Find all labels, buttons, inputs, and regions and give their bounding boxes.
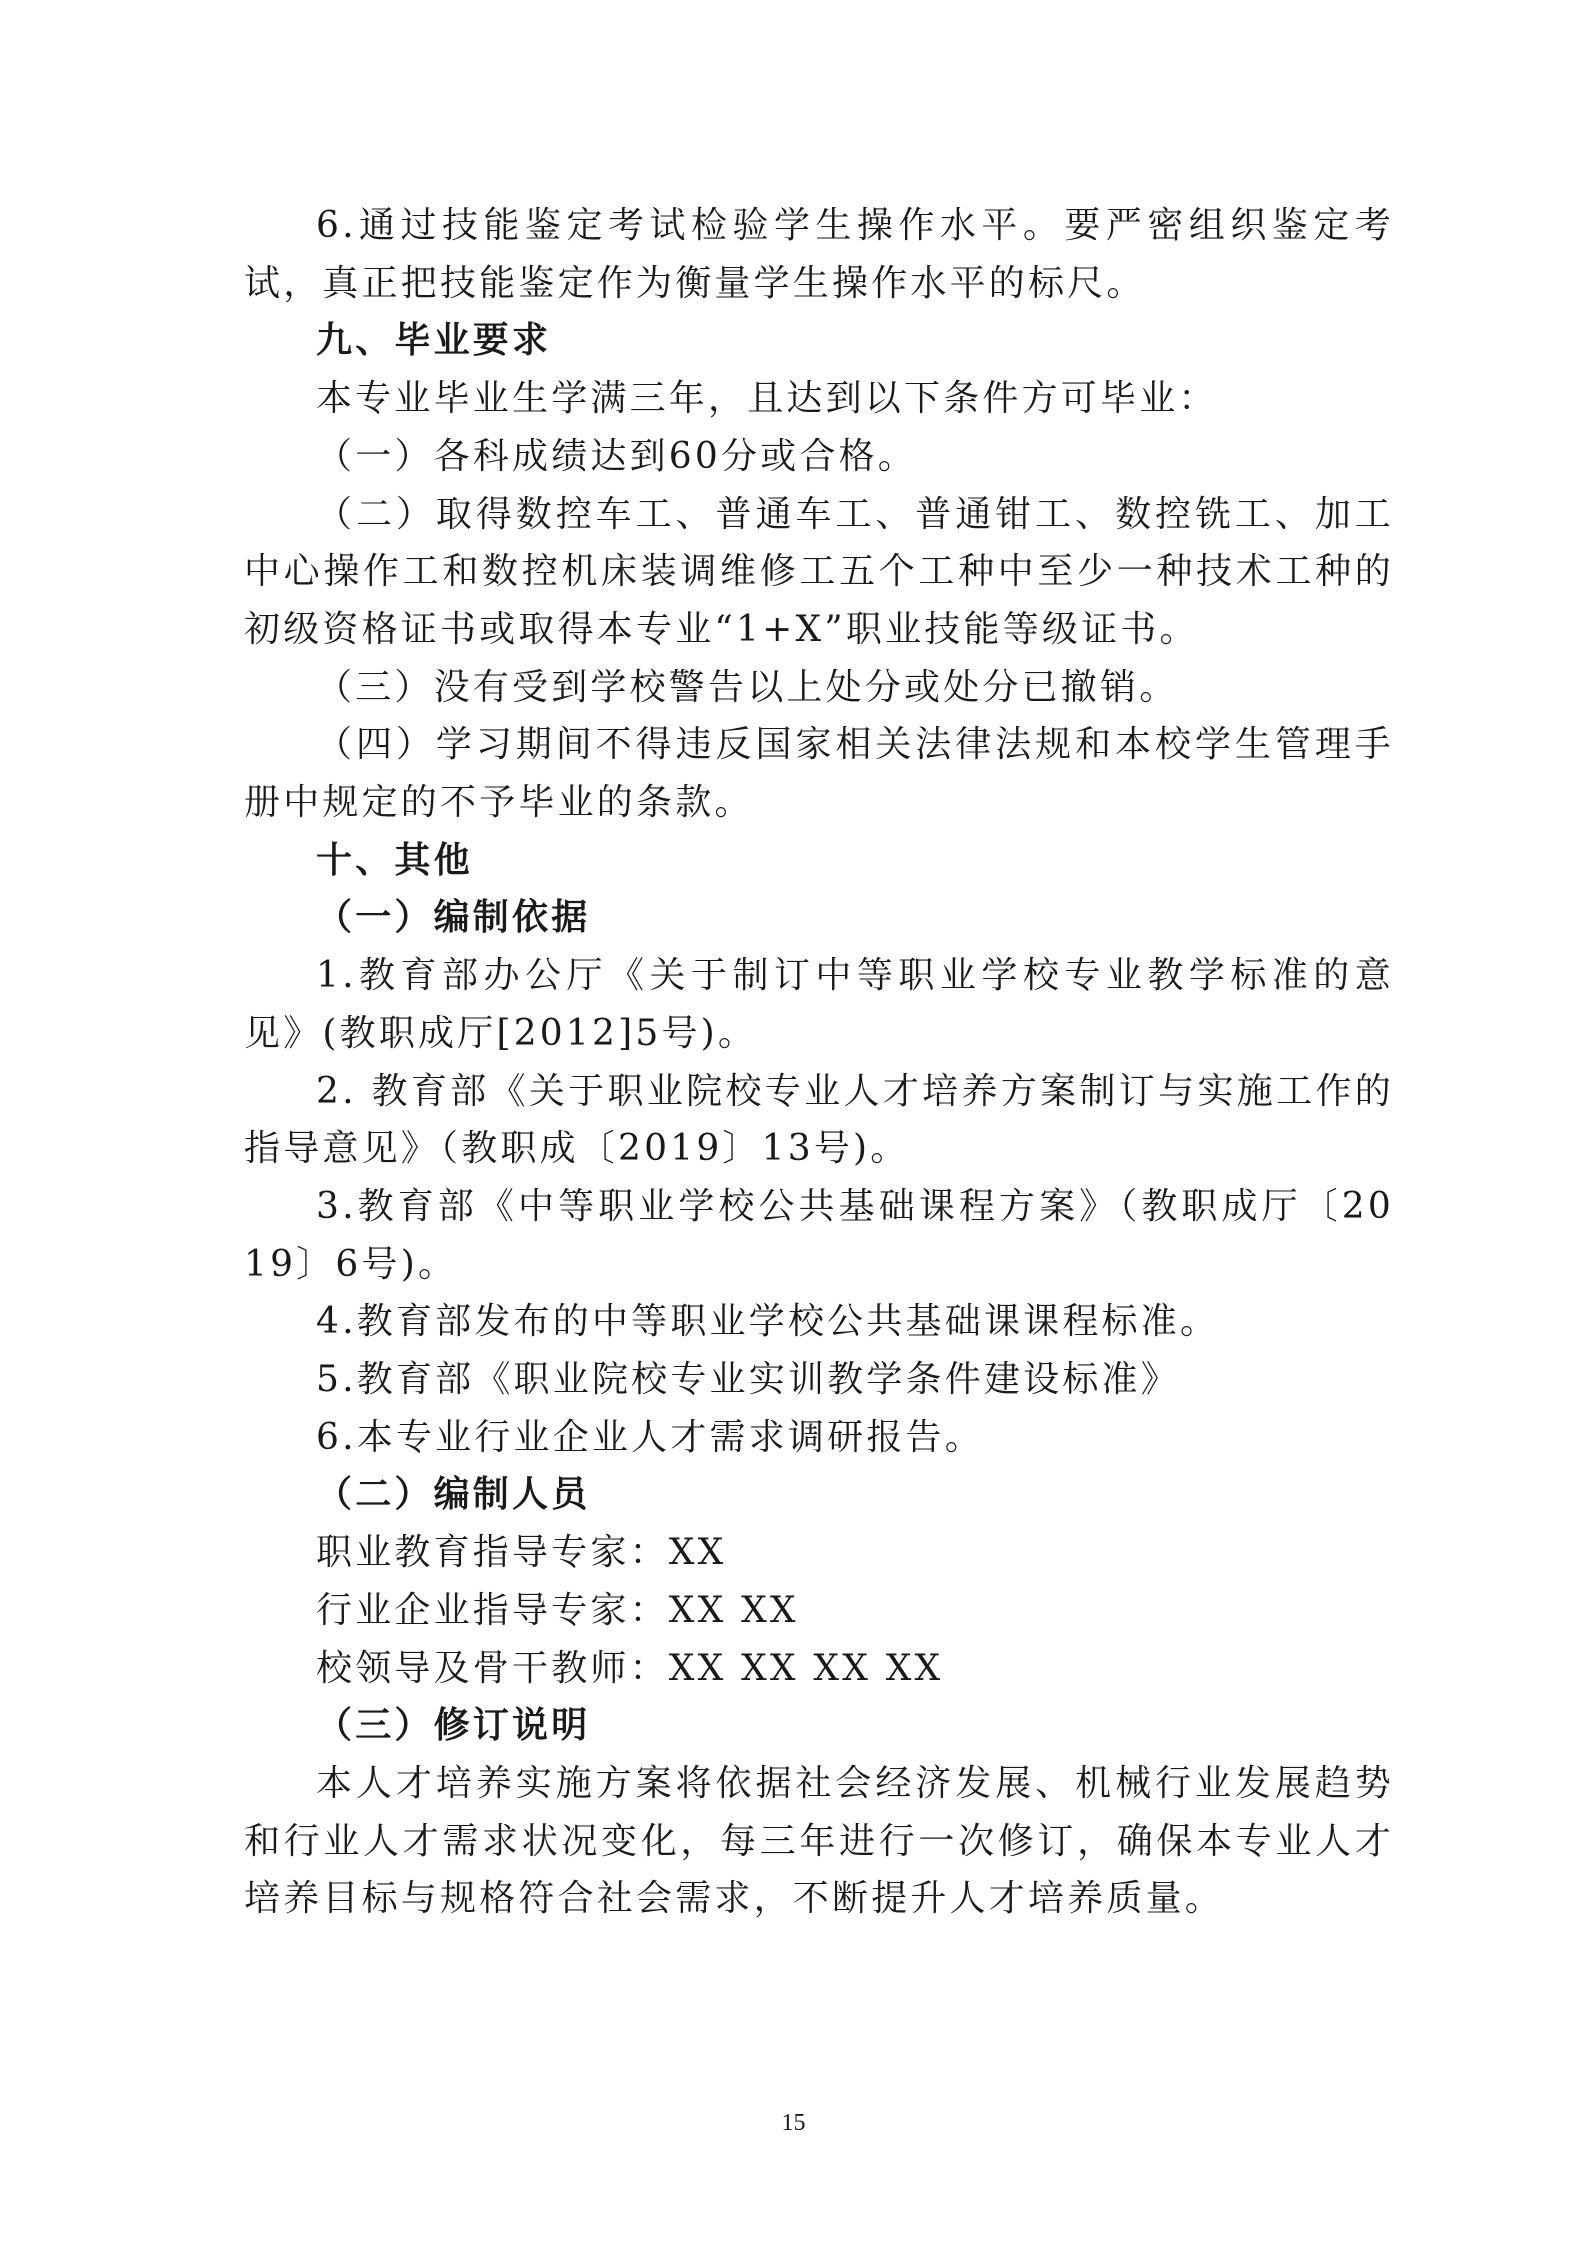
page-number: 15 bbox=[781, 2110, 806, 2136]
basis-item-6: 6.本专业行业企业人才需求调研报告。 bbox=[316, 1416, 984, 1458]
heading-revision-notes: （三）修订说明 bbox=[316, 1705, 591, 1747]
basis-item-2: 2. 教育部《关于职业院校专业人才培养方案制订与实施工作的指导意见》（教职成〔2019〕13号)。 bbox=[244, 1070, 1394, 1170]
basis-item-1: 1.教育部办公厅《关于制订中等职业学校专业教学标准的意见》(教职成厅[2012]5号)。 bbox=[244, 955, 1394, 1054]
heading-graduation-requirements: 九、毕业要求 bbox=[316, 320, 552, 362]
basis-item-5: 5.教育部《职业院校专业实训教学条件建设标准》 bbox=[316, 1359, 1180, 1401]
staff-education-expert: 职业教育指导专家：XX bbox=[316, 1532, 727, 1574]
graduation-item-1: （一）各科成绩达到60分或合格。 bbox=[316, 435, 918, 477]
heading-compilation-basis: （一）编制依据 bbox=[316, 897, 591, 939]
paragraph-revision: 本人才培养实施方案将依据社会经济发展、机械行业发展趋势和行业人才需求状况变化，每三年进行一次修订，确保本专业人才培养目标与规格符合社会需求，不断提升人才培养质量。 bbox=[244, 1762, 1394, 1920]
basis-item-3: 3.教育部《中等职业学校公共基础课程方案》（教职成厅〔2019〕6号)。 bbox=[244, 1185, 1394, 1285]
paragraph-skill-test: 6.通过技能鉴定考试检验学生操作水平。要严密组织鉴定考试，真正把技能鉴定作为衡量学生操作水平的标尺。 bbox=[244, 205, 1394, 304]
basis-item-4: 4.教育部发布的中等职业学校公共基础课课程标准。 bbox=[316, 1301, 1220, 1343]
staff-industry-expert: 行业企业指导专家：XX XX bbox=[316, 1589, 799, 1631]
graduation-item-3: （三）没有受到学校警告以上处分或处分已撤销。 bbox=[316, 666, 1179, 708]
paragraph-graduation-intro: 本专业毕业生学满三年，且达到以下条件方可毕业： bbox=[316, 378, 1218, 420]
heading-other: 十、其他 bbox=[316, 839, 473, 881]
document-body bbox=[244, 197, 1394, 1928]
staff-school-leaders: 校领导及骨干教师：XX XX XX XX bbox=[316, 1647, 944, 1689]
graduation-item-2: （二）取得数控车工、普通车工、普通钳工、数控铣工、加工中心操作工和数控机床装调维修工五个工种中至少一种技术工种的初级资格证书或取得本专业“1+X”职业技能等级证书。 bbox=[244, 493, 1394, 650]
heading-compilers: （二）编制人员 bbox=[316, 1474, 591, 1516]
graduation-item-4: （四）学习期间不得违反国家相关法律法规和本校学生管理手册中规定的不予毕业的条款。 bbox=[244, 724, 1394, 824]
